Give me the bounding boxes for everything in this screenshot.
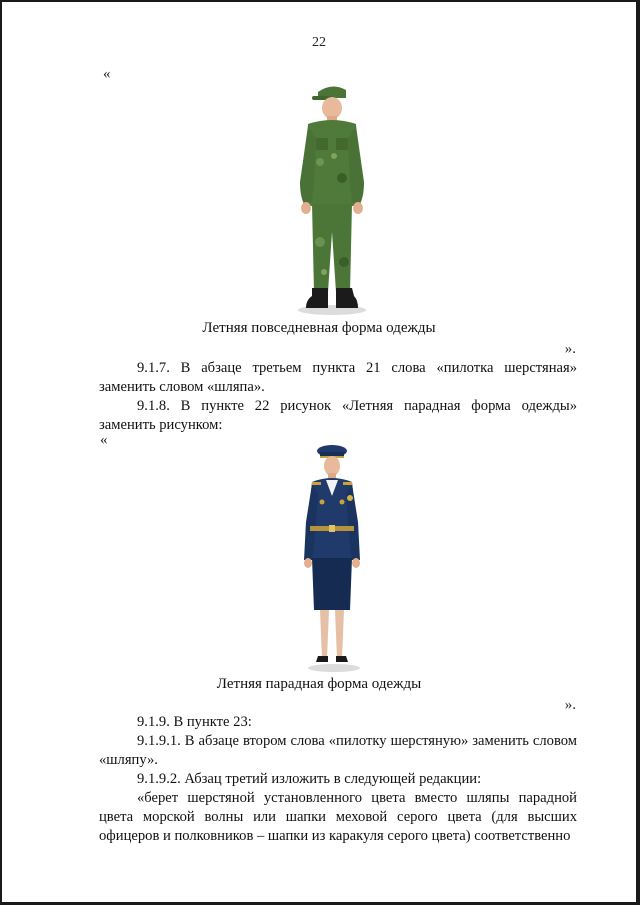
paragraph-9-1-9 (99, 713, 577, 732)
summer-dress-uniform-illustration (298, 442, 368, 677)
opening-quote-1: « (103, 66, 111, 82)
paragraph-quoted-text-body: «берет шерстяной установленного цвета вместо шляпы парадной цвета морской волны или шапки меховой серого цвета (для высших офицеров и полковников – шапки из каракуля серого цвета) соответственно (99, 790, 577, 844)
summer-everyday-uniform-illustration (290, 82, 374, 322)
paragraph-9-1-9-text: 9.1.9. В пункте 23: (137, 714, 252, 730)
page-number: 22 (312, 35, 326, 50)
paragraph-9-1-7 (99, 359, 577, 397)
closing-quote-1: ». (564, 341, 576, 357)
paragraph-9-1-9-2 (99, 770, 577, 789)
paragraph-9-1-9-1-text: 9.1.9.1. В абзаце втором слова «пилотку шерстяную» заменить словом «шляпу». (99, 733, 577, 768)
document-page (2, 2, 636, 902)
paragraph-9-1-8 (99, 397, 577, 435)
opening-quote-2: « (100, 432, 108, 448)
figure1-caption: Летняя повседневная форма одежды (202, 320, 436, 336)
closing-quote-2: ». (564, 697, 576, 713)
paragraph-quoted-text (99, 789, 577, 846)
paragraph-9-1-9-1 (99, 732, 577, 770)
paragraph-9-1-8-text: 9.1.8. В пункте 22 рисунок «Летняя парадная форма одежды» заменить рисунком: (99, 398, 577, 433)
paragraph-9-1-9-2-text: 9.1.9.2. Абзац третий изложить в следующей редакции: (137, 771, 482, 787)
figure2-caption: Летняя парадная форма одежды (216, 676, 422, 692)
paragraph-9-1-7-text: 9.1.7. В абзаце третьем пункта 21 слова «пилотка шерстяная» заменить словом «шляпа». (99, 360, 577, 395)
